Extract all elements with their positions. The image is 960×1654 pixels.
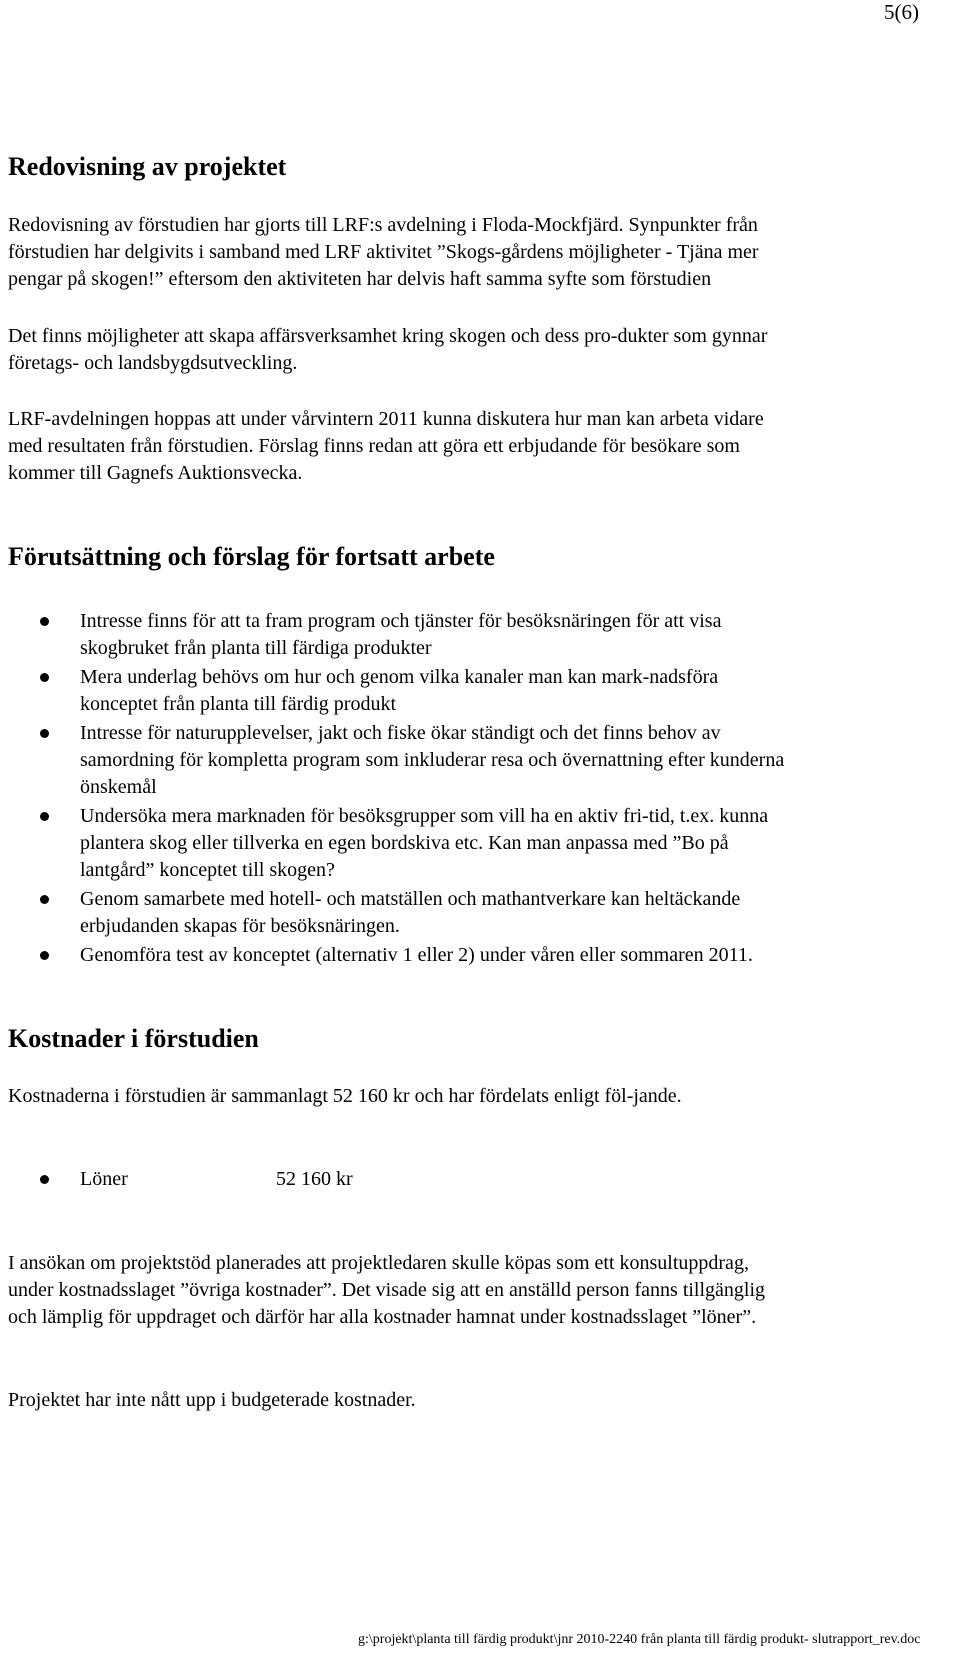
para-redovisning-2: Det finns möjligheter att skapa affärsverksamhet kring skogen och dess pro-dukter som gynnar företags- och landsbygdsutveckling.	[8, 325, 768, 374]
cost-label: Löner	[80, 1168, 128, 1190]
cost-row-loner	[8, 1166, 708, 1193]
bullet-icon	[40, 951, 49, 960]
bullet-icon	[40, 617, 49, 626]
list-item: Intresse för naturupplevelser, jakt och fiske ökar ständigt och det finns behov av samordning för kompletta program som inkluderar resa och övernattning efter kunderna önskemål	[8, 720, 798, 801]
page-number: 5(6)	[884, 0, 919, 24]
bullet-list-forutsattning	[8, 608, 798, 971]
list-item: Genomföra test av konceptet (alternativ 1 eller 2) under våren eller sommaren 2011.	[8, 942, 798, 969]
bullet-icon	[40, 1175, 49, 1184]
bullet-icon	[40, 673, 49, 682]
list-item: Genom samarbete med hotell- och matställen och mathantverkare kan heltäckande erbjudanden skapas för besöksnäringen.	[8, 886, 798, 940]
list-item: Undersöka mera marknaden för besöksgrupper som vill ha en aktiv fri-tid, t.ex. kunna plantera skog eller tillverka en egen bordskiva etc. Kan man anpassa med ”Bo på lantgård” konceptet till skogen?	[8, 803, 798, 884]
bullet-icon	[40, 729, 49, 738]
bullet-icon	[40, 812, 49, 821]
heading-kostnader: Kostnader i förstudien	[8, 1024, 259, 1053]
footer-file-path: g:\projekt\planta till färdig produkt\jnr 2010-2240 från planta till färdig produkt- slutrapport_rev.doc	[358, 1632, 921, 1647]
para-kostnader-2: Projektet har inte nått upp i budgeterade kostnader.	[8, 1389, 416, 1411]
bullet-icon	[40, 895, 49, 904]
para-redovisning-1: Redovisning av förstudien har gjorts till LRF:s avdelning i Floda-Mockfjärd. Synpunkter från förstudien har delgivits i samband med LRF aktivitet ”Skogs-gårdens möjligheter - Tjäna mer pengar på skogen!” eftersom den aktiviteten har delvis haft samma syfte som förstudien	[8, 214, 759, 290]
para-kostnader-intro: Kostnaderna i förstudien är sammanlagt 52 160 kr och har fördelats enligt föl-jande.	[8, 1085, 682, 1107]
list-item: Intresse finns för att ta fram program och tjänster för besöksnäringen för att visa skogbruket från planta till färdiga produkter	[8, 608, 798, 662]
cost-amount: 52 160 kr	[276, 1168, 353, 1190]
para-kostnader-1: I ansökan om projektstöd planerades att projektledaren skulle köpas som ett konsultuppdrag, under kostnadsslaget ”övriga kostnader”. Det visade sig att en anställd person fanns tillgänglig och lämplig för uppdraget och därför har alla kostnader hamnat under kostnadsslaget ”löner”.	[8, 1252, 766, 1328]
heading-redovisning: Redovisning av projektet	[8, 152, 287, 181]
list-item: Mera underlag behövs om hur och genom vilka kanaler man kan mark-nadsföra konceptet från planta till färdig produkt	[8, 664, 798, 718]
heading-forutsattning: Förutsättning och förslag för fortsatt arbete	[8, 542, 495, 571]
para-redovisning-3: LRF-avdelningen hoppas att under vårvintern 2011 kunna diskutera hur man kan arbeta vidare med resultaten från förstudien. Förslag finns redan att göra ett erbjudande för besökare som kommer till Gagnefs Auktionsvecka.	[8, 408, 764, 484]
